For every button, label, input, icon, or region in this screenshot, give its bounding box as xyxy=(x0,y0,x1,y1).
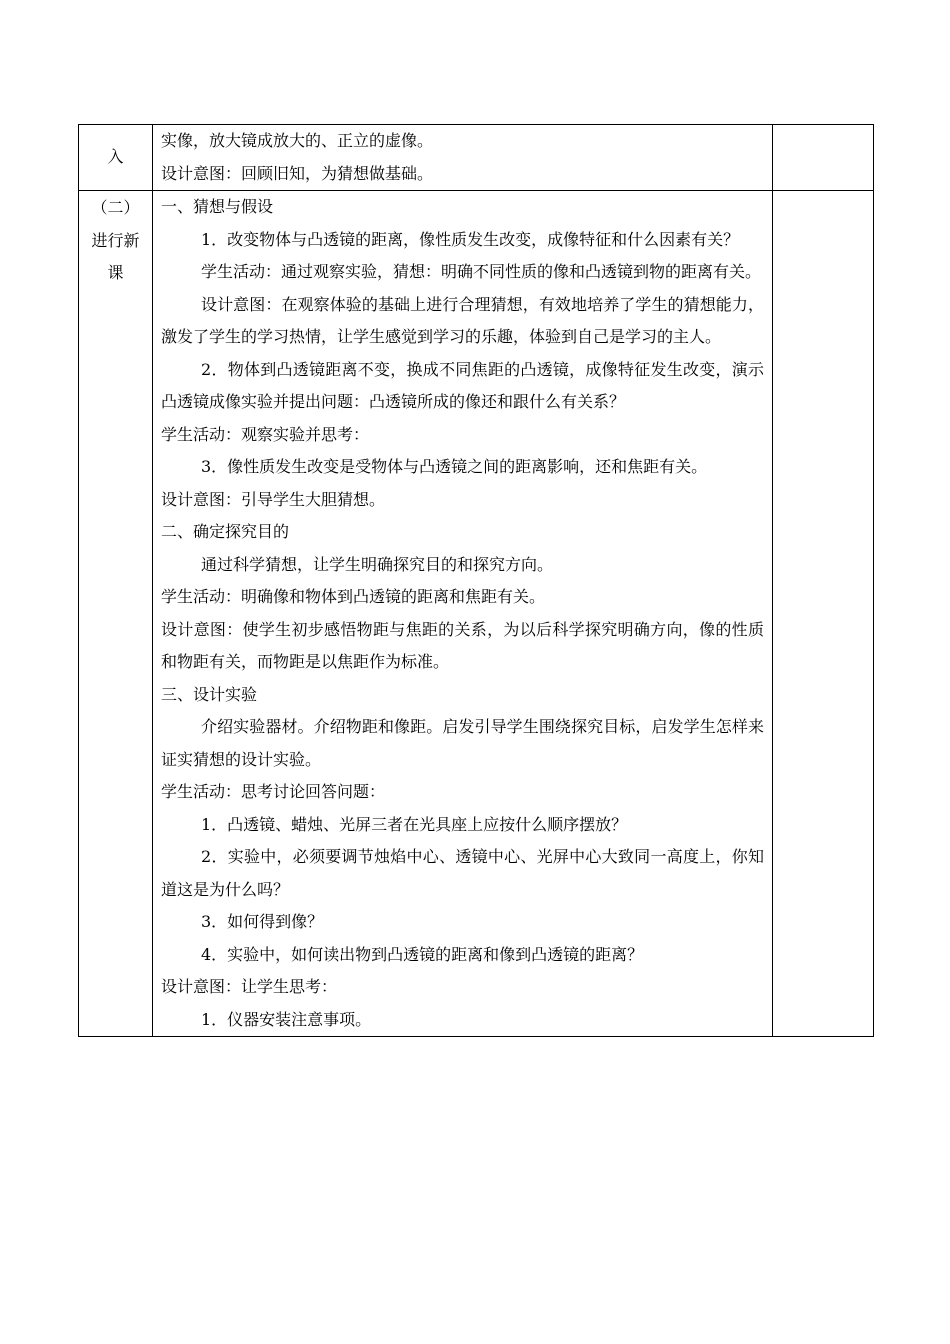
paragraph: 介绍实验器材。介绍物距和像距。启发引导学生围绕探究目标，启发学生怎样来证实猜想的设计实验。 xyxy=(161,717,764,769)
stage-cell-intro xyxy=(79,125,153,191)
paragraph: 2．实验中，必须要调节烛焰中心、透镜中心、光屏中心大致同一高度上，你知道这是为什么吗？ xyxy=(161,847,764,899)
table-row-intro xyxy=(79,125,874,191)
content-cell-main xyxy=(153,191,773,1037)
table-row-main xyxy=(79,191,874,1037)
paragraph: 设计意图：让学生思考： xyxy=(161,977,338,996)
paragraph: 一、猜想与假设 xyxy=(161,197,274,216)
paragraph: 3．像性质发生改变是受物体与凸透镜之间的距离影响，还和焦距有关。 xyxy=(201,457,708,476)
paragraph: 设计意图：回顾旧知，为猜想做基础。 xyxy=(161,163,434,183)
stage-label-line: 进行新 xyxy=(91,230,140,250)
paragraph: 学生活动：思考讨论回答问题： xyxy=(161,782,386,801)
stage-label-line: 课 xyxy=(107,263,124,282)
paragraph: 3．如何得到像？ xyxy=(201,912,324,931)
paragraph: 2．物体到凸透镜距离不变，换成不同焦距的凸透镜，成像特征发生改变，演示凸透镜成像实验并提出问题：凸透镜所成的像还和跟什么有关系？ xyxy=(161,359,764,411)
stage-label-line: （二） xyxy=(91,198,140,217)
paragraph: 实像，放大镜成放大的、正立的虚像。 xyxy=(161,131,434,150)
notes-cell-intro xyxy=(773,125,874,191)
paragraph: 1．改变物体与凸透镜的距离，像性质发生改变，成像特征和什么因素有关？ xyxy=(201,229,740,249)
paragraph: 设计意图：使学生初步感悟物距与焦距的关系，为以后科学探究明确方向，像的性质和物距有关，而物距是以焦距作为标准。 xyxy=(161,619,764,671)
notes-cell-main xyxy=(773,191,874,1037)
paragraph: 学生活动：通过观察实验，猜想：明确不同性质的像和凸透镜到物的距离有关。 xyxy=(201,262,762,281)
paragraph: 学生活动：观察实验并思考： xyxy=(161,424,370,444)
paragraph: 通过科学猜想，让学生明确探究目的和探究方向。 xyxy=(201,554,554,574)
paragraph: 4．实验中，如何读出物到凸透镜的距离和像到凸透镜的距离？ xyxy=(201,944,644,964)
paragraph: 学生活动：明确像和物体到凸透镜的距离和焦距有关。 xyxy=(161,587,546,606)
paragraph: 1．凸透镜、蜡烛、光屏三者在光具座上应按什么顺序摆放？ xyxy=(201,814,628,834)
paragraph: 1．仪器安装注意事项。 xyxy=(201,1009,372,1029)
paragraph: 设计意图：引导学生大胆猜想。 xyxy=(161,489,386,509)
stage-label: 入 xyxy=(107,147,124,167)
paragraph: 设计意图：在观察体验的基础上进行合理猜想，有效地培养了学生的猜想能力，激发了学生的学习热情，让学生感觉到学习的乐趣，体验到自己是学习的主人。 xyxy=(161,294,764,346)
content-cell-intro xyxy=(153,125,773,191)
paragraph: 二、确定探究目的 xyxy=(161,522,290,541)
stage-cell-main xyxy=(79,191,153,1037)
paragraph: 三、设计实验 xyxy=(161,684,258,704)
lesson-plan-table xyxy=(78,124,874,1037)
